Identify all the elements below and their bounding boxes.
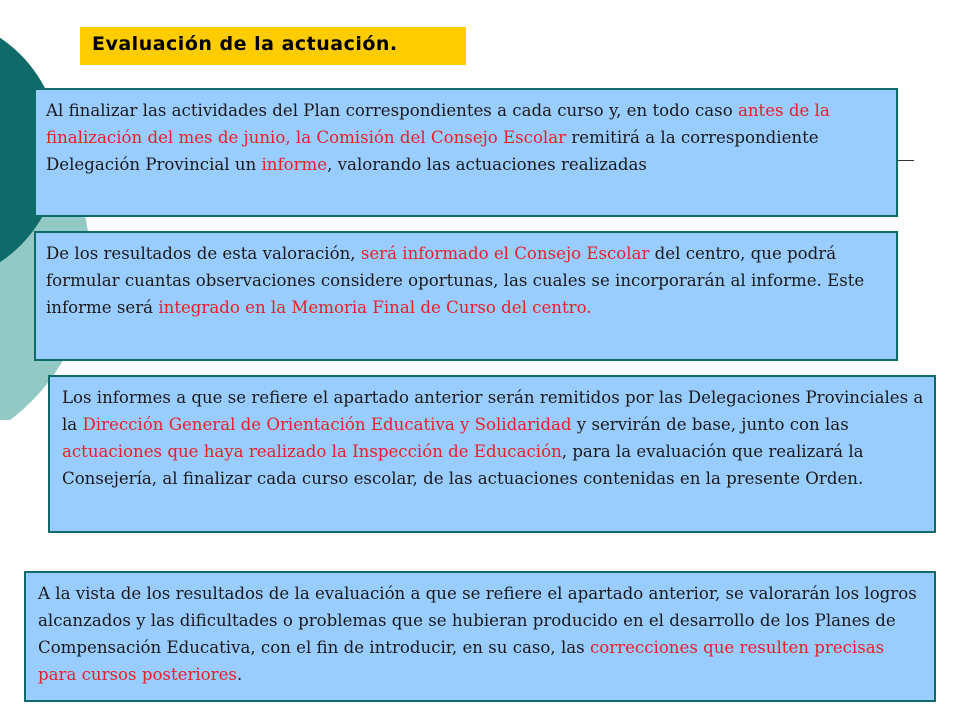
text-segment: y servirán de base, junto con las — [571, 415, 849, 434]
highlight-text: correcciones que resulten precisas para cursos posteriores — [38, 638, 885, 684]
text-segment: Al finalizar las actividades del Plan correspondientes a cada curso y, en todo caso — [46, 101, 738, 120]
highlight-text: informe — [261, 155, 328, 174]
highlight-text: antes de la finalización del mes de junio, la Comisión del Consejo Escolar — [46, 101, 830, 147]
text-box-correcciones — [24, 571, 936, 702]
highlight-text: Dirección General de Orientación Educativa y Solidaridad — [82, 415, 572, 434]
text-segment: , para la evaluación que realizará la Consejería, al finalizar cada curso escolar, de las actuaciones contenidas en la presente Orden. — [62, 442, 864, 488]
page-title: Evaluación de la actuación. — [92, 33, 398, 55]
text-box-delegaciones — [48, 375, 936, 533]
text-segment: De los resultados de esta valoración, — [46, 244, 361, 263]
text-segment: , valorando las actuaciones realizadas — [327, 155, 647, 174]
text-segment: . — [236, 665, 243, 684]
text-segment: del centro, que podrá formular cuantas observaciones considere oportunas, las cuales se incorporarán al informe. Este informe será — [46, 244, 865, 317]
text-box-informe — [34, 88, 898, 217]
title-banner — [80, 27, 466, 65]
text-segment: remitirá a la correspondiente Delegación Provincial un — [46, 128, 819, 174]
highlight-text: será informado el Consejo Escolar — [360, 244, 650, 263]
highlight-text: integrado en la Memoria Final de Curso del centro. — [158, 298, 592, 317]
text-box-consejo-escolar — [34, 231, 898, 361]
text-segment: A la vista de los resultados de la evaluación a que se refiere el apartado anterior, se valorarán los logros alcanzados y las dificultades o problemas que se hubieran producido en el desarrollo de los Planes de Compensación Educativa, con el fin de introducir, en su caso, las — [38, 584, 917, 657]
highlight-text: actuaciones que haya realizado la Inspección de Educación — [62, 442, 562, 461]
text-segment: Los informes a que se refiere el apartado anterior serán remitidos por las Delegaciones Provinciales a la — [62, 388, 924, 434]
